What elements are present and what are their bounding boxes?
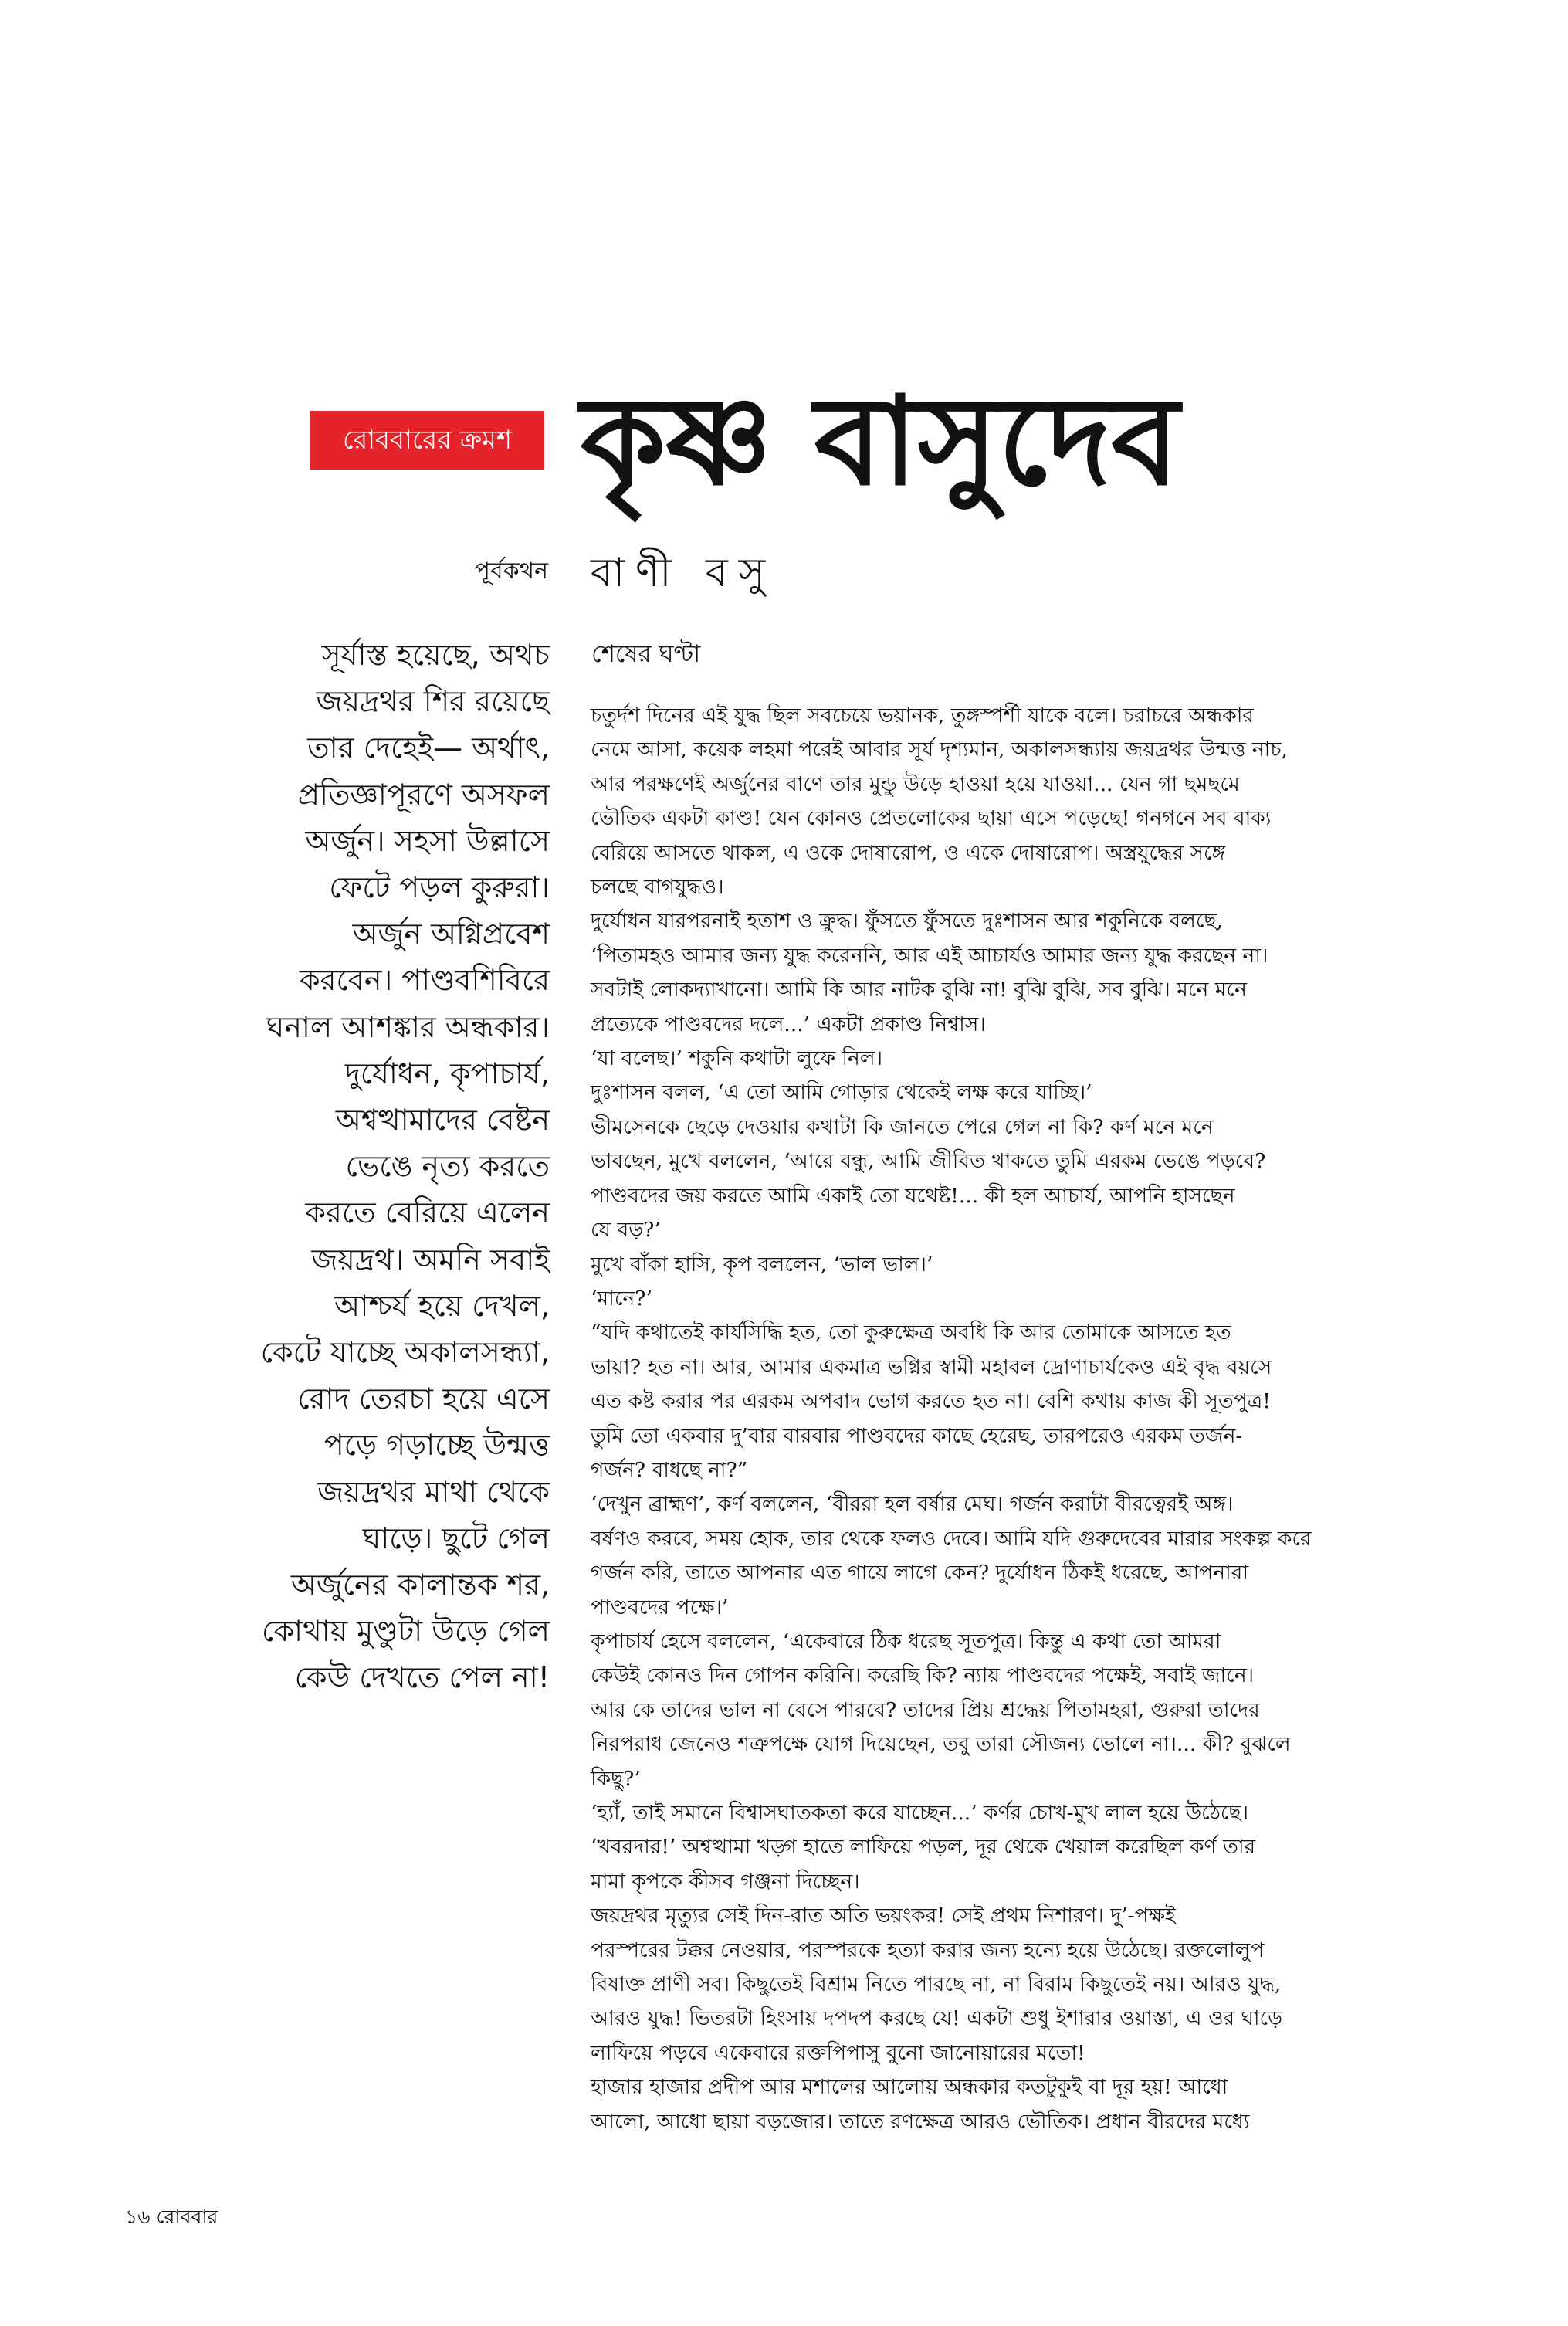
body-line: “যদি কথাতেই কার্যসিদ্ধি হত, তো কুরুক্ষেত্র অবধি কি আর তোমাকে আসতে হত bbox=[591, 1321, 1231, 1345]
summary-line: ভেঙে নৃত্য করতে bbox=[345, 1149, 550, 1184]
body-line: মামা কৃপকে কীসব গঞ্জনা দিচ্ছেন। bbox=[591, 1869, 860, 1894]
section-heading: শেষের ঘণ্টা bbox=[591, 640, 701, 668]
body-line: দুঃশাসন বলল, ‘এ তো আমি গোড়ার থেকেই লক্ষ করে যাচ্ছি।’ bbox=[591, 1080, 1092, 1105]
body-line: মুখে বাঁকা হাসি, কৃপ বললেন, ‘ভাল ভাল।’ bbox=[591, 1252, 933, 1277]
body-line: পাণ্ডবদের পক্ষে।’ bbox=[591, 1595, 729, 1619]
body-line: গর্জন করি, তাতে আপনার এত গায়ে লাগে কেন? দুর্যোধন ঠিকই ধরেছে, আপনারা bbox=[591, 1561, 1248, 1585]
body-line: আলো, আধো ছায়া বড়জোর। তাতে রণক্ষেত্র আরও ভৌতিক। প্রধান বীরদের মধ্যে bbox=[591, 2109, 1250, 2134]
body-line: হাজার হাজার প্রদীপ আর মশালের আলোয় অন্ধকার কতটুকুই বা দূর হয়! আধো bbox=[591, 2075, 1228, 2100]
series-badge bbox=[310, 411, 544, 470]
body-line: লাফিয়ে পড়বে একেবারে রক্তপিপাসু বুনো জানোয়ারের মতো! bbox=[591, 2040, 1085, 2065]
body-line: ভায়া? হত না। আর, আমার একমাত্র ভগ্নির স্বামী মহাবল দ্রোণাচার্যকেও এই বৃদ্ধ বয়সে bbox=[591, 1355, 1272, 1379]
body-line: ‘দেখুন ব্রাহ্মণ’, কর্ণ বললেন, ‘বীররা হল বর্ষার মেঘ। গর্জন করাটা বীরত্বেরই অঙ্গ। bbox=[591, 1492, 1234, 1517]
body-line: বর্ষণও করবে, সময় হোক, তার থেকে ফলও দেবে। আমি যদি গুরুদেবের মারার সংকল্প করে bbox=[591, 1526, 1312, 1551]
summary-line: অশ্বত্থামাদের বেষ্টন bbox=[335, 1103, 550, 1138]
body-line: দুর্যোধন যারপরনাই হতাশ ও ক্রুদ্ধ। ফুঁসতে ফুঁসতে দুঃশাসন আর শকুনিকে বলছে, bbox=[591, 909, 1224, 934]
summary-line: দুর্যোধন, কৃপাচার্য, bbox=[344, 1056, 550, 1090]
body-line: কিছু?’ bbox=[591, 1766, 641, 1791]
body-line: সবটাই লোকদ্যাখানো। আমি কি আর নাটক বুঝি না! বুঝি বুঝি, সব বুঝি। মনে মনে bbox=[591, 978, 1247, 1002]
summary-line: কেউ দেখতে পেল না! bbox=[294, 1660, 550, 1695]
summary-line: তার দেহেই— অর্থাৎ, bbox=[307, 731, 550, 765]
body-line: ‘মানে?’ bbox=[591, 1286, 652, 1310]
summary-line: ঘনাল আশঙ্কার অন্ধকার। bbox=[266, 1009, 550, 1044]
summary-line: ঘাড়ে। ছুটে গেল bbox=[362, 1521, 550, 1555]
summary-line: করতে বেরিয়ে এলেন bbox=[305, 1195, 550, 1230]
purbakathan-label: পূর্বকথন bbox=[474, 558, 548, 585]
summary-line: অর্জুন। সহসা উল্লাসে bbox=[305, 823, 550, 858]
summary-line: কেটে যাচ্ছে অকালসন্ধ্যা, bbox=[260, 1335, 550, 1370]
body-line: গর্জন? বাধছে না?” bbox=[591, 1457, 748, 1482]
story-title: কৃষ্ণ বাসুদেব bbox=[581, 371, 1180, 513]
summary-line: আশ্চর্য হয়ে দেখল, bbox=[334, 1288, 550, 1323]
series-badge-label: রোববারের ক্রমশ bbox=[342, 425, 513, 456]
body-line: ‘পিতামহও আমার জন্য যুদ্ধ করেননি, আর এই আচার্যও আমার জন্য যুদ্ধ করছেন না। bbox=[591, 943, 1268, 968]
body-line: কৃপাচার্য হেসে বললেন, ‘একেবারে ঠিক ধরেছ সূতপুত্র। কিন্তু এ কথা তো আমরা bbox=[591, 1629, 1221, 1653]
body-line: জয়দ্রথর মৃত্যুর সেই দিন-রাত অতি ভয়ংকর! সেই প্রথম নিশারণ। দু’-পক্ষই bbox=[591, 1904, 1176, 1928]
body-line: ভীমসেনকে ছেড়ে দেওয়ার কথাটা কি জানতে পেরে গেল না কি? কর্ণ মনে মনে bbox=[591, 1114, 1214, 1139]
body-line: আর কে তাদের ভাল না বেসে পারবে? তাদের প্রিয় শ্রদ্ধেয় পিতামহরা, গুরুরা তাদের bbox=[591, 1697, 1260, 1722]
body-line: ভৌতিক একটা কাণ্ড! যেন কোনও প্রেতলোকের ছায়া এসে পড়েছে! গনগনে সব বাক্য bbox=[591, 806, 1272, 831]
page-folio: ১৬ রোববার bbox=[125, 2206, 218, 2228]
summary-line: কোথায় মুণ্ডুটা উড়ে গেল bbox=[262, 1614, 550, 1649]
body-line: নেমে আসা, কয়েক লহমা পরেই আবার সূর্য দৃশ্যমান, অকালসন্ধ্যায় জয়দ্রথর উন্মত্ত নাচ, bbox=[591, 737, 1289, 762]
body-line: ‘যা বলেছ।’ শকুনি কথাটা লুফে নিল। bbox=[591, 1046, 883, 1071]
body-line: আর পরক্ষণেই অর্জুনের বাণে তার মুন্ডু উড়ে হাওয়া হয়ে যাওয়া... যেন গা ছমছমে bbox=[591, 771, 1240, 796]
body-line: প্রত্যেকে পাণ্ডবদের দলে...’ একটা প্রকাণ্ড নিশ্বাস। bbox=[591, 1012, 986, 1036]
body-line: বিষাক্ত প্রাণী সব। কিছুতেই বিশ্রাম নিতে পারছে না, না বিরাম কিছুতেই নয়। আরও যুদ্ধ, bbox=[591, 1972, 1282, 1997]
summary-line: জয়দ্রথর মাথা থেকে bbox=[317, 1474, 550, 1509]
summary-line: জয়দ্রথ। অমনি সবাই bbox=[311, 1242, 550, 1277]
body-line: চতুর্দশ দিনের এই যুদ্ধ ছিল সবচেয়ে ভয়ানক, তুঙ্গস্পর্শী যাকে বলে। চরাচরে অন্ধকার bbox=[591, 704, 1255, 727]
body-line: আরও যুদ্ধ! ভিতরটা হিংসায় দপদপ করছে যে! একটা শুধু ইশারার ওয়াস্তা, এ ওর ঘাড়ে bbox=[591, 2006, 1283, 2031]
summary-line: জয়দ্রথর শির রয়েছে bbox=[316, 684, 550, 719]
summary-line: রোদ তেরচা হয়ে এসে bbox=[297, 1382, 550, 1416]
body-line: বেরিয়ে আসতে থাকল, এ ওকে দোষারোপ, ও একে দোষারোপ। অস্ত্রযুদ্ধের সঙ্গে bbox=[591, 840, 1226, 865]
previous-summary bbox=[139, 632, 550, 1701]
body-line: নিরপরাধ জেনেও শত্রুপক্ষে যোগ দিয়েছেন, তবু তারা সৌজন্য ভোলে না।... কী? বুঝলে bbox=[591, 1732, 1291, 1757]
summary-line: অর্জুন অগ্নিপ্রবেশ bbox=[352, 917, 550, 951]
body-line: তুমি তো একবার দু’বার বারবার পাণ্ডবদের কাছে হেরেছ, তারপরেও এরকম তর্জন- bbox=[591, 1423, 1243, 1448]
body-line: ‘হ্যাঁ, তাই সমানে বিশ্বাসঘাতকতা করে যাচ্ছেন...’ কর্ণর চোখ-মুখ লাল হয়ে উঠেছে। bbox=[591, 1801, 1249, 1825]
author-byline: বাণী বসু bbox=[591, 550, 777, 596]
summary-line: ফেটে পড়ল কুরুরা। bbox=[329, 870, 550, 905]
body-line: পাণ্ডবদের জয় করতে আমি একাই তো যথেষ্ট!... কী হল আচার্য, আপনি হাসছেন bbox=[591, 1183, 1235, 1208]
summary-line: অর্জুনের কালান্তক শর, bbox=[290, 1568, 550, 1602]
body-line: ‘খবরদার!’ অশ্বত্থামা খড়্গ হাতে লাফিয়ে পড়ল, দূর থেকে খেয়াল করেছিল কর্ণ তার bbox=[591, 1835, 1256, 1860]
story-body bbox=[591, 699, 1424, 2139]
summary-line: করবেন। পাণ্ডবশিবিরে bbox=[300, 963, 550, 998]
summary-line: পড়ে গড়াচ্ছে উন্মত্ত bbox=[323, 1428, 550, 1463]
summary-line: প্রতিজ্ঞাপূরণে অসফল bbox=[297, 777, 550, 812]
summary-line: সূর্যাস্ত হয়েছে, অথচ bbox=[321, 638, 550, 672]
body-line: পরস্পরের টক্কর নেওয়ার, পরস্পরকে হত্যা করার জন্য হন্যে হয়ে উঠেছে। রক্তলোলুপ bbox=[591, 1938, 1265, 1962]
body-line: যে বড়?’ bbox=[591, 1218, 661, 1243]
body-line: ভাবছেন, মুখে বললেন, ‘আরে বন্ধু, আমি জীবিত থাকতে তুমি এরকম ভেঙে পড়বে? bbox=[591, 1149, 1266, 1174]
body-line: কেউই কোনও দিন গোপন করিনি। করেছি কি? ন্যায় পাণ্ডবদের পক্ষেই, সবাই জানে। bbox=[591, 1663, 1255, 1688]
body-line: চলছে বাগযুদ্ধও। bbox=[591, 875, 724, 900]
body-line: এত কষ্ট করার পর এরকম অপবাদ ভোগ করতে হত না। বেশি কথায় কাজ কী সূতপুত্র! bbox=[591, 1389, 1271, 1414]
